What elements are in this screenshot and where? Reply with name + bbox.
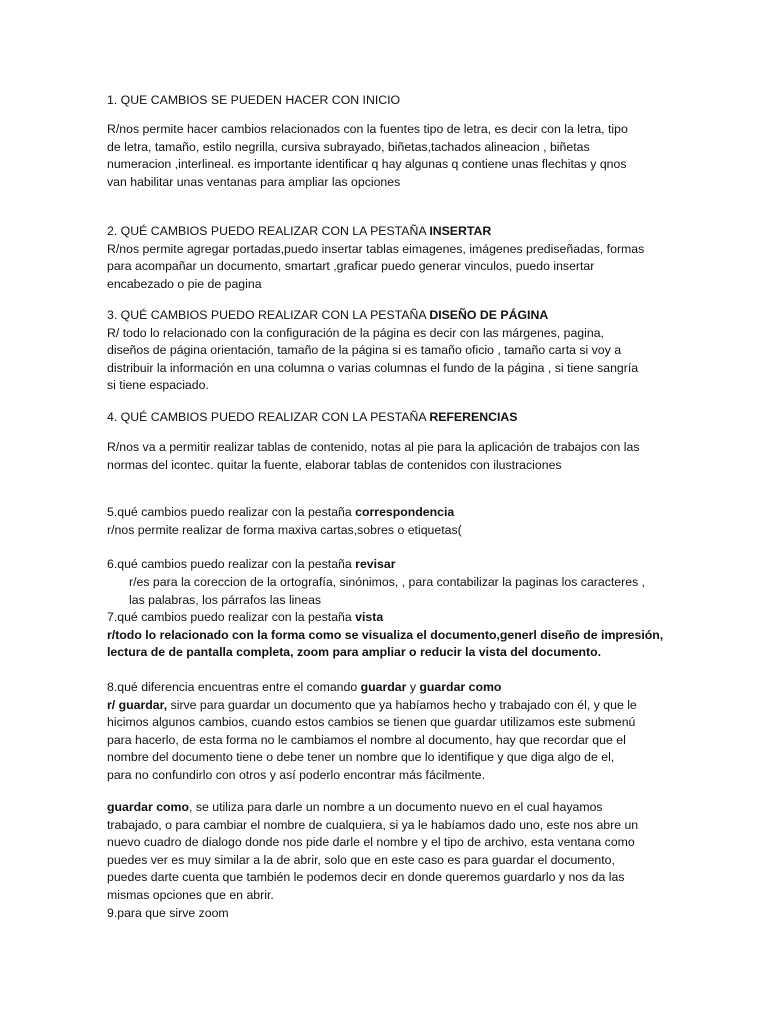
q2-heading: 2. QUÉ CAMBIOS PUEDO REALIZAR CON LA PESTAÑA INSERTAR: [107, 224, 492, 238]
q7-heading: 7.qué cambios puedo realizar con la pestaña vista: [107, 610, 384, 624]
q6-answer: r/es para la coreccion de la ortografía, sinónimos, , para contabilizar la paginas los caracteres , las palabras, los párrafos las lineas: [129, 575, 646, 607]
q9-heading: 9.para que sirve zoom: [107, 905, 229, 920]
q6-heading: 6.qué cambios puedo realizar con la pestaña revisar: [107, 557, 396, 571]
q1-answer: R/nos permite hacer cambios relacionados con la fuentes tipo de letra, es decir con la letra, tipo de letra, tamaño, estilo negrilla, cursiva subrayado, biñetas,tachados alineacion , biñetas numeracion ,interlineal. es importante identificar q hay algunas q contiene unas flechitas y qnos van habilitar unas ventanas para ampliar las opciones: [107, 122, 628, 189]
q4-heading: 4. QUÉ CAMBIOS PUEDO REALIZAR CON LA PESTAÑA REFERENCIAS: [107, 410, 518, 424]
q7-block: 7.qué cambios puedo realizar con la pestaña vista r/todo lo relacionado con la forma como se visualiza el documento,generl diseño de impresión, lectura de de pantalla completa, zoom para ampliar o reducir la vista del documento.: [107, 610, 664, 660]
q3-block: 3. QUÉ CAMBIOS PUEDO REALIZAR CON LA PESTAÑA DISEÑO DE PÁGINA R/ todo lo relacionado con la configuración de la página es decir con las márgenes, pagina, diseños de página orientación, tamaño de la página si es tamaño oficio , tamaño carta si voy a distribuir la información en una columna o varias columnas el fundo de la página , si tiene sangría si tiene espaciado.: [107, 307, 664, 395]
q5-heading: 5.qué cambios puedo realizar con la pestaña correspondencia: [107, 505, 455, 519]
q2-block: 2. QUÉ CAMBIOS PUEDO REALIZAR CON LA PESTAÑA INSERTAR R/nos permite agregar portadas,puedo insertar tablas eimagenes, imágenes prediseñadas, formas para acompañar un documento, smartart ,graficar puedo generar vinculos, puedo insertar encabezado o pie de pagina: [107, 223, 664, 293]
q8-guardar-como: guardar como, se utiliza para darle un nombre a un documento nuevo en el cual hayamos trabajado, o para cambiar el nombre de cualquiera, si ya le habíamos dado uno, este nos abre un nuevo cuadro de dialogo donde nos pide darle el nombre y el tipo de archivo, esta ventana como puedes ver es muy similar a la de abrir, solo que en este caso es para guardar el documento, puedes darte cuenta que también le podemos decir en donde queremos guardarlo y nos da las mismas opciones que en abrir. 9.para que sirve zoom: [107, 799, 664, 922]
q4-answer: R/nos va a permitir realizar tablas de contenido, notas al pie para la aplicación de trabajos con las normas del icontec. quitar la fuente, elaborar tablas de contenidos con ilustraciones: [107, 440, 640, 472]
q5-block: 5.qué cambios puedo realizar con la pestaña correspondencia r/nos permite realizar de forma maxiva cartas,sobres o etiquetas(: [107, 504, 664, 539]
q1-heading: 1. QUE CAMBIOS SE PUEDEN HACER CON INICIO: [107, 93, 401, 107]
q8-heading: 8.qué diferencia encuentras entre el comando guardar y guardar como: [107, 680, 502, 694]
q3-heading: 3. QUÉ CAMBIOS PUEDO REALIZAR CON LA PESTAÑA DISEÑO DE PÁGINA: [107, 308, 549, 322]
q8-block: 8.qué diferencia encuentras entre el comando guardar y guardar como r/ guardar, sirve para guardar un documento que ya habíamos hecho y trabajado con él, y que le hicimos algunos cambios, cuando estos cambios se tienen que guardar utilizamos este submenú para hacerlo, de esta forma no le cambiamos el nombre al documento, hay que recordar que el nombre del documento tiene o debe tener un nombre que lo identifique y que diga algo de el, para no confundirlo con otros y así poderlo encontrar más fácilmente.: [107, 679, 664, 785]
